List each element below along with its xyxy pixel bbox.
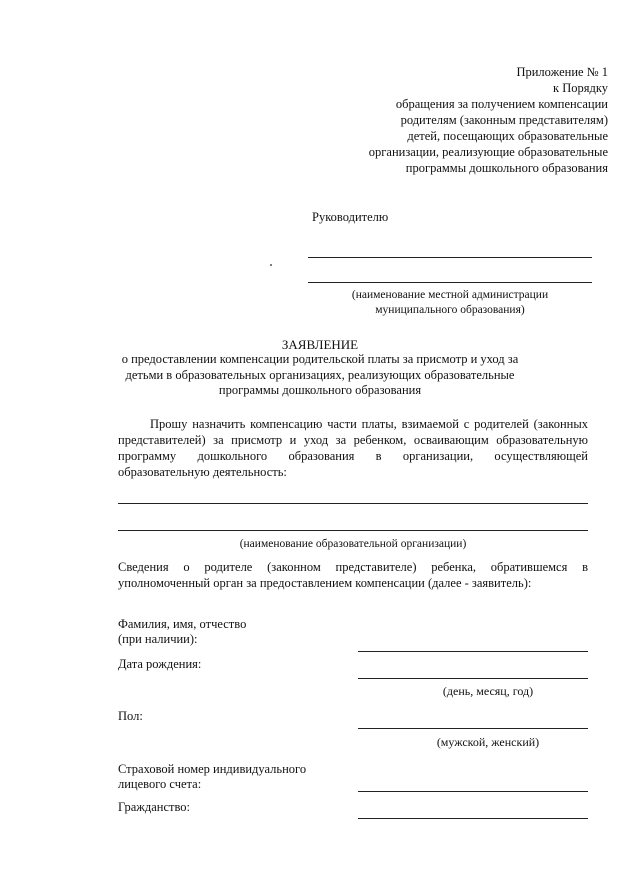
appendix-line: Приложение № 1 <box>516 65 608 79</box>
full-name-field[interactable] <box>358 651 588 652</box>
addressee-caption-line: муниципального образования) <box>375 304 525 316</box>
appendix-line: к Порядку <box>553 81 608 95</box>
organization-fill-line[interactable] <box>118 503 588 504</box>
document-title: ЗАЯВЛЕНИЕ <box>281 337 359 352</box>
applicant-paragraph: Сведения о родителе (законном представителе) ребенка, обратившемся в уполномоченный орган за предоставлением компенсации (далее - заявитель): <box>118 560 588 590</box>
appendix-line: обращения за получением компенсации <box>395 97 608 111</box>
snils-label-line: Страховой номер индивидуального <box>118 762 307 776</box>
sex-label: Пол: <box>118 709 143 723</box>
addressee-label: Руководителю <box>312 210 389 224</box>
appendix-header <box>328 64 608 176</box>
organization-fill-line[interactable] <box>118 530 588 531</box>
birth-date-field[interactable] <box>358 678 588 679</box>
snils-label-line: лицевого счета: <box>118 777 202 791</box>
sex-caption: (мужской, женский) <box>436 735 540 749</box>
document-subtitle: о предоставлении компенсации родительской платы за присмотр и уход за детьми в образовательных организациях, реализующих образовательные программы дошкольного образования <box>121 352 519 397</box>
full-name-label-line: Фамилия, имя, отчество <box>118 617 247 631</box>
citizenship-label: Гражданство: <box>118 800 191 814</box>
full-name-label-line: (при наличии): <box>118 632 198 646</box>
addressee-caption-line: (наименование местной администрации <box>351 289 549 301</box>
addressee-fill-line[interactable] <box>308 257 592 258</box>
appendix-line: детей, посещающих образовательные <box>407 129 608 143</box>
full-name-label <box>118 617 246 647</box>
appendix-line: организации, реализующие образовательные <box>368 145 608 159</box>
addressee-fill-line[interactable] <box>308 282 592 283</box>
organization-caption: (наименование образовательной организации) <box>239 538 467 550</box>
birth-date-label: Дата рождения: <box>118 657 202 671</box>
appendix-line: программы дошкольного образования <box>405 161 608 175</box>
appendix-line: родителям (законным представителям) <box>400 113 608 127</box>
birth-date-caption: (день, месяц, год) <box>442 684 534 698</box>
sex-field[interactable] <box>358 728 588 729</box>
snils-label <box>118 762 306 792</box>
addressee-caption <box>312 288 588 318</box>
citizenship-field[interactable] <box>358 818 588 819</box>
snils-field[interactable] <box>358 791 588 792</box>
request-paragraph: Прошу назначить компенсацию части платы, взимаемой с родителей (законных представителей) за присмотр и уход за ребенком, осваивающим образовательную программу дошкольного образования в организации, осуществляющей образовательную деятельность: <box>118 417 588 479</box>
scan-dot <box>270 264 272 266</box>
